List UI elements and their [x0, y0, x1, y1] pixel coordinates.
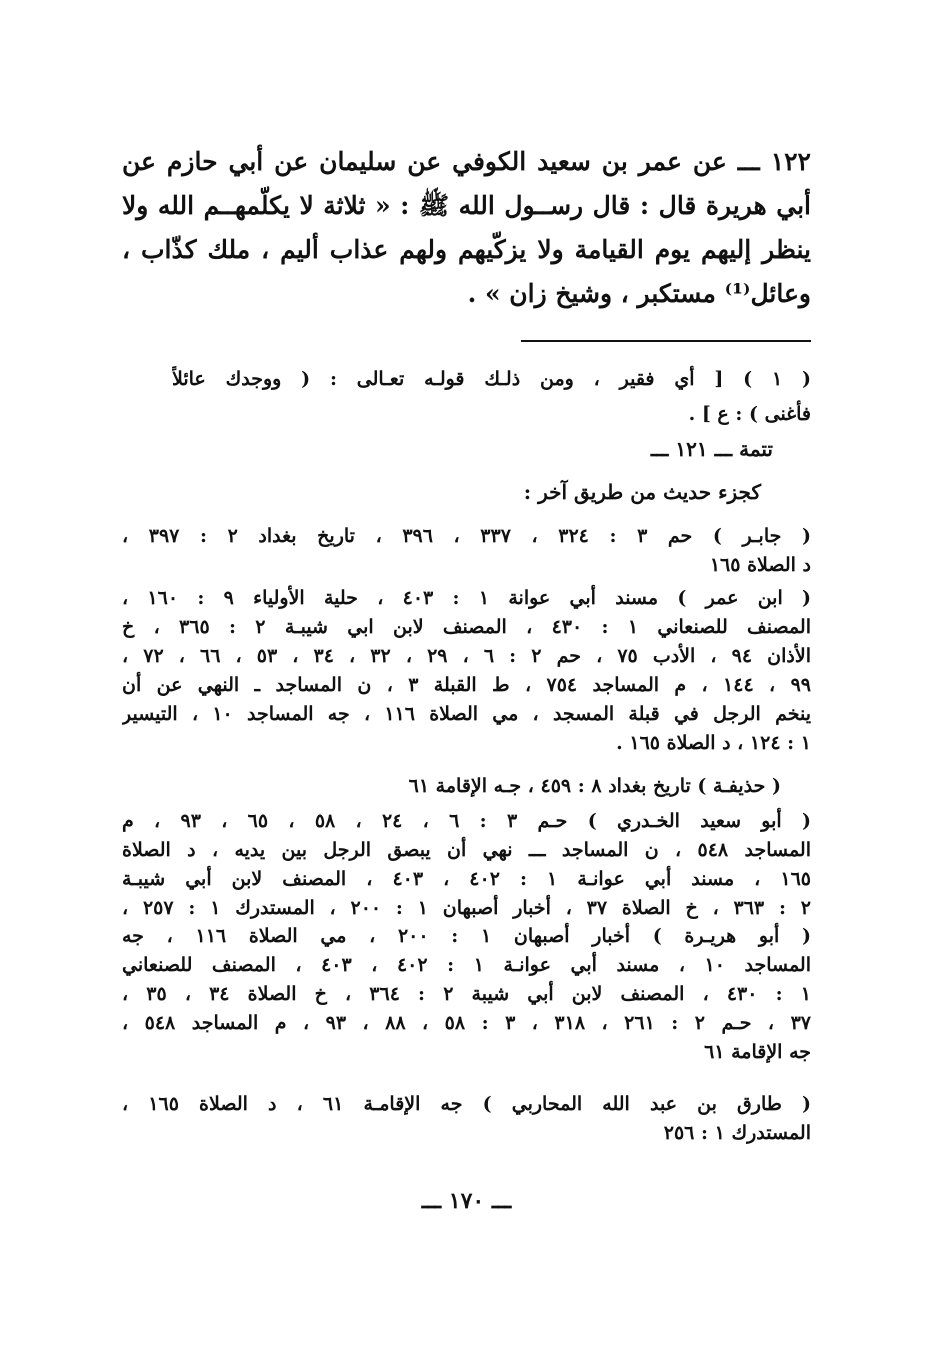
hadith-line: أبي هريرة قال : قال رســول الله ﷺ : « ثلاثة لا يكلّمهــم الله ولا: [122, 191, 811, 220]
hadith-text: [122, 140, 811, 316]
tatimma-heading: تتمة ـــ ١٢١ ـــ: [650, 437, 773, 461]
reference-line: ١٦٥ ، مسند أبي عوانـة ١ : ٤٠٢ ، ٤٠٣ ، المصنف لابن أبي شيبـة: [122, 868, 811, 890]
reference-line: المساجد ١٠ ، مسند أبي عوانـة ١ : ٤٠٢ ، ٤٠٣ ، المصنف للصنعاني: [122, 954, 811, 976]
footnote-line: فأغنى ) : ع ] .: [688, 403, 811, 425]
reference-line: المستدرك ١ : ٢٥٦: [663, 1122, 811, 1144]
reference-line: جه الإقامة ٦١: [704, 1041, 811, 1063]
reference-line: ٣٧ ، حـم ٢ : ٢٦١ ، ٣١٨ ، ٣ : ٥٨ ، ٨٨ ، ٩٣ ، م المساجد ٥٤٨ ،: [122, 1012, 811, 1034]
reference-block-abu-said: [122, 807, 811, 923]
reference-line: ( ابن عمر ) مسند أبي عوانة ١ : ٤٠٣ ، حلية الأولياء ٩ : ١٦٠ ،: [122, 587, 811, 609]
reference-line: ( أبو سعيد الخـدري ) حـم ٣ : ٦ ، ٢٤ ، ٥٨ ، ٦٥ ، ٩٣ ، م: [122, 810, 811, 832]
tatimma-intro: كجزء حديث من طريق آخر :: [523, 480, 761, 504]
reference-line: ١ : ٤٣٠ ، المصنف لابن أبي شيبة ٢ : ٣٦٤ ، خ الصلاة ٣٤ ، ٣٥ ،: [122, 983, 811, 1005]
reference-line: ٢ : ٣٦٣ ، خ الصلاة ٣٧ ، أخبار أصبهان ١ : ٢٠٠ ، المستدرك ١ : ٢٥٧ ،: [122, 897, 811, 919]
footnote-divider: [521, 340, 811, 342]
reference-line: ( طارق بن عبد الله المحاربي ) جه الإقامـة ٦١ ، د الصلاة ١٦٥ ،: [122, 1093, 811, 1115]
hadith-line: وعائل⁽¹⁾ مستكبر ، وشيخ زان » .: [467, 279, 811, 308]
reference-line: المصنف للصنعاني ١ : ٤٣٠ ، المصنف لابن ابي شيبـة ٢ : ٣٦٥ ، خ: [122, 616, 811, 638]
reference-line: ( أبو هريـرة ) أخبار أصبهان ١ : ٢٠٠ ، مي الصلاة ١١٦ ، جه: [122, 925, 811, 947]
footnote: [172, 362, 811, 432]
reference-block-hudhayfa: [122, 772, 811, 801]
reference-line: د الصلاة ١٦٥: [709, 554, 811, 576]
reference-line: الأذان ٩٤ ، الأدب ٧٥ ، حم ٢ : ٦ ، ٢٩ ، ٣٢ ، ٣٤ ، ٥٣ ، ٦٦ ، ٧٢ ،: [122, 645, 811, 667]
reference-block-jabir: [122, 522, 811, 580]
reference-line: ( حذيفـة ) تاريخ بغداد ٨ : ٤٥٩ ، جـه الإقامة ٦١: [408, 775, 781, 797]
reference-line: ينخم الرجل في قبلة المسجد ، مي الصلاة ١١٦ ، جه المساجد ١٠ ، التيسير: [122, 703, 811, 725]
reference-block-tariq: [122, 1090, 811, 1148]
page-number: ـــ ١٧٠ ـــ: [421, 1188, 512, 1214]
reference-line: ١ : ١٢٤ ، د الصلاة ١٦٥ .: [616, 732, 811, 754]
reference-block-ibn-umar: [122, 584, 811, 758]
hadith-line: ينظر إليهم يوم القيامة ولا يزكّيهم ولهم عذاب أليم ، ملك كذّاب ،: [122, 235, 811, 264]
reference-line: ٩٩ ، ١٤٤ ، م المساجد ٧٥٤ ، ط القبلة ٣ ، ن المساجد ـ النهي عن أن: [122, 674, 811, 696]
hadith-line: ١٢٢ ـــ عن عمر بن سعيد الكوفي عن سليمان عن أبي حازم عن: [122, 147, 811, 176]
reference-block-abu-hurayra: [122, 922, 811, 1067]
reference-line: ( جابـر ) حم ٣ : ٣٢٤ ، ٣٣٧ ، ٣٩٦ ، تاريخ بغداد ٢ : ٣٩٧ ،: [122, 525, 811, 547]
reference-line: المساجد ٥٤٨ ، ن المساجد ـــ نهي أن يبصق الرجل بين يديه ، د الصلاة: [122, 839, 811, 861]
footnote-line: ( ١ ) [ أي فقير ، ومن ذلـك قولـه تعـالى : ( ووجدك عائلاً: [172, 368, 811, 390]
